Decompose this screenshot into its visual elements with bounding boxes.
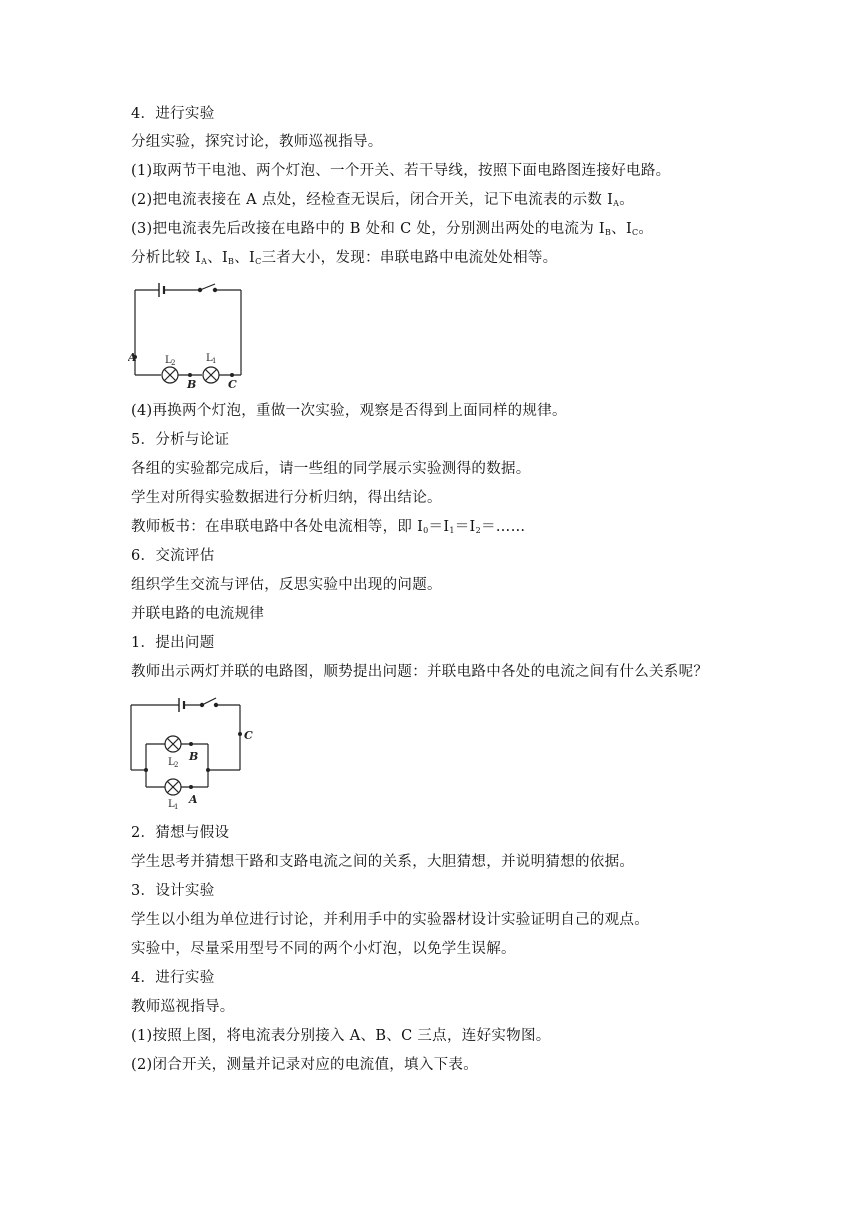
parallel-circuit-diagram xyxy=(128,692,256,814)
label-l2: L xyxy=(165,355,172,366)
paragraph-reflection: 组织学生交流与评估，反思实验中出现的问题。 xyxy=(131,577,442,593)
step-3-measure-ib-ic: (3)把电流表先后改接在电路中的 B 处和 C 处，分别测出两处的电流为 $I_B$、$I_C$。 xyxy=(131,221,654,237)
paragraph-parallel-question: 教师出示两灯并联的电路图，顺势提出问题：并联电路中各处的电流之间有什么关系呢？ xyxy=(131,664,709,680)
section-heading-design: 3．设计实验 xyxy=(131,883,215,899)
label-l1: L xyxy=(206,353,213,364)
paragraph-hypothesis: 学生思考并猜想干路和支路电流之间的关系，大胆猜想，并说明猜想的依据。 xyxy=(131,854,635,870)
junction-right xyxy=(206,768,210,772)
series-circuit-diagram xyxy=(128,280,248,396)
series-conclusion: 分析比较 $I_A$、$I_B$、$I_C$三者大小，发现：串联电路中电流处处相等。 xyxy=(131,250,558,266)
section-heading-conduct-experiment: 4．进行实验 xyxy=(131,106,215,122)
label-l2-sub: 2 xyxy=(171,359,176,367)
node-b xyxy=(188,373,192,377)
node-a xyxy=(189,785,193,789)
label-a: A xyxy=(128,351,137,364)
node-b xyxy=(189,742,193,746)
section-heading-hypothesis: 2．猜想与假设 xyxy=(131,825,230,841)
node-c xyxy=(238,732,242,736)
step-1-connect-ammeter: (1)按照上图，将电流表分别接入 A、B、C 三点，连好实物图。 xyxy=(131,1028,551,1044)
label-c: C xyxy=(244,729,253,742)
section-heading-question: 1．提出问题 xyxy=(131,635,215,651)
section-title-parallel: 并联电路的电流规律 xyxy=(131,606,265,622)
section-heading-evaluation: 6．交流评估 xyxy=(131,548,215,564)
paragraph-design: 学生以小组为单位进行讨论，并利用手中的实验器材设计实验证明自己的观点。 xyxy=(131,912,649,928)
label-l2-sub: 2 xyxy=(174,761,179,769)
paragraph-show-data: 各组的实验都完成后，请一些组的同学展示实验测得的数据。 xyxy=(131,461,531,477)
paragraph-summarize: 学生对所得实验数据进行分析归纳，得出结论。 xyxy=(131,490,442,506)
step-2-measure-ia: (2)把电流表接在 A 点处，经检查无误后，闭合开关，记下电流表的示数 $I_A$。 xyxy=(131,192,635,208)
label-l2: L xyxy=(168,757,175,768)
teacher-board-note: 教师板书：在串联电路中各处电流相等，即 $I_0=I_1=I_2=\dots\dots$ xyxy=(131,519,526,535)
label-b: B xyxy=(187,378,197,391)
section-heading-analysis: 5．分析与论证 xyxy=(131,432,230,448)
junction-left xyxy=(144,768,148,772)
label-a: A xyxy=(189,793,198,806)
label-c: C xyxy=(228,378,237,391)
step-1-connect-circuit: (1)取两节干电池、两个灯泡、一个开关、若干导线，按照下面电路图连接好电路。 xyxy=(131,163,671,179)
node-c xyxy=(230,373,234,377)
label-l1-sub: 1 xyxy=(174,803,179,810)
step-2-record-values: (2)闭合开关，测量并记录对应的电流值，填入下表。 xyxy=(131,1057,479,1073)
paragraph-teacher-guidance: 教师巡视指导。 xyxy=(131,999,235,1015)
step-4-repeat: (4)再换两个灯泡，重做一次实验，观察是否得到上面同样的规律。 xyxy=(131,403,567,419)
label-l1: L xyxy=(168,799,175,810)
paragraph-different-bulbs: 实验中，尽量采用型号不同的两个小灯泡，以免学生误解。 xyxy=(131,941,516,957)
label-b: B xyxy=(189,750,199,763)
switch-blade xyxy=(202,698,216,705)
switch-blade xyxy=(200,284,215,290)
label-l1-sub: 1 xyxy=(212,357,217,365)
section-heading-conduct-experiment-2: 4．进行实验 xyxy=(131,970,215,986)
paragraph-group-experiment: 分组实验，探究讨论，教师巡视指导。 xyxy=(131,134,383,150)
